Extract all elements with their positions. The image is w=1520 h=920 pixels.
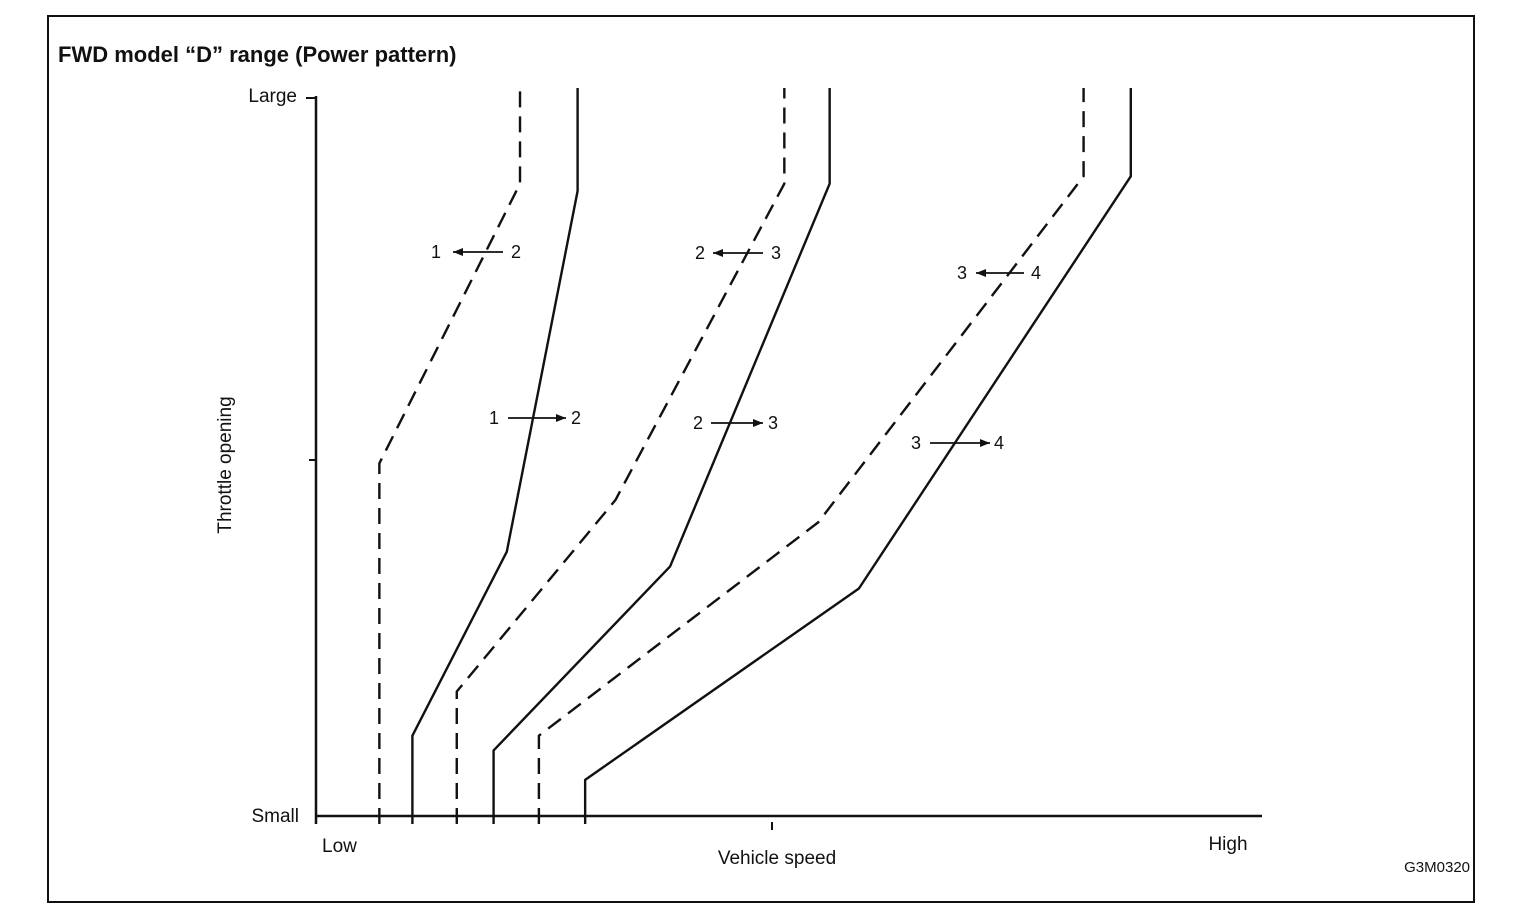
shift-line-up-0 bbox=[412, 88, 577, 824]
shift-label-2-3-up bbox=[693, 413, 778, 433]
axes bbox=[215, 86, 1262, 869]
y-tick-label-small: Small bbox=[251, 806, 299, 827]
shift-label-from: 3 bbox=[956, 263, 968, 283]
shift-label-to: 3 bbox=[767, 413, 779, 433]
x-axis-label: Vehicle speed bbox=[717, 848, 837, 869]
shift-label-from: 2 bbox=[692, 413, 704, 433]
shift-label-to: 4 bbox=[993, 433, 1005, 453]
shift-label-3-4-up bbox=[911, 433, 1004, 453]
shift-label-3-4-down bbox=[957, 263, 1041, 283]
figure-border bbox=[48, 16, 1474, 902]
x-tick-label-low: Low bbox=[322, 836, 357, 857]
shift-label-2-3-down bbox=[695, 243, 781, 263]
arrowhead-icon bbox=[753, 419, 763, 427]
shift-label-to: 2 bbox=[570, 408, 582, 428]
shift-label-1-2-down bbox=[431, 242, 521, 262]
shift-label-from: 1 bbox=[430, 242, 442, 262]
arrowhead-icon bbox=[976, 269, 986, 277]
arrowhead-icon bbox=[980, 439, 990, 447]
y-axis-label: Throttle opening bbox=[215, 396, 236, 534]
shift-label-from: 2 bbox=[694, 243, 706, 263]
shift-label-from: 1 bbox=[488, 408, 500, 428]
arrowhead-icon bbox=[713, 249, 723, 257]
shift-lines bbox=[379, 88, 1130, 824]
shift-line-up-2 bbox=[494, 88, 830, 824]
figure-code: G3M0320 bbox=[1404, 859, 1470, 876]
arrowhead-icon bbox=[453, 248, 463, 256]
shift-line-down-1 bbox=[379, 88, 520, 824]
shift-line-down-3 bbox=[457, 88, 785, 824]
x-tick-label-high: High bbox=[1208, 834, 1248, 855]
shift-label-to: 3 bbox=[770, 243, 782, 263]
shift-label-to: 2 bbox=[510, 242, 522, 262]
shift-label-to: 4 bbox=[1030, 263, 1042, 283]
shift-label-from: 3 bbox=[910, 433, 922, 453]
shift-line-up-4 bbox=[585, 88, 1131, 824]
y-tick-label-large: Large bbox=[248, 86, 297, 107]
shift-line-down-5 bbox=[539, 88, 1084, 824]
chart-title: FWD model “D” range (Power pattern) bbox=[58, 42, 457, 67]
arrowhead-icon bbox=[556, 414, 566, 422]
